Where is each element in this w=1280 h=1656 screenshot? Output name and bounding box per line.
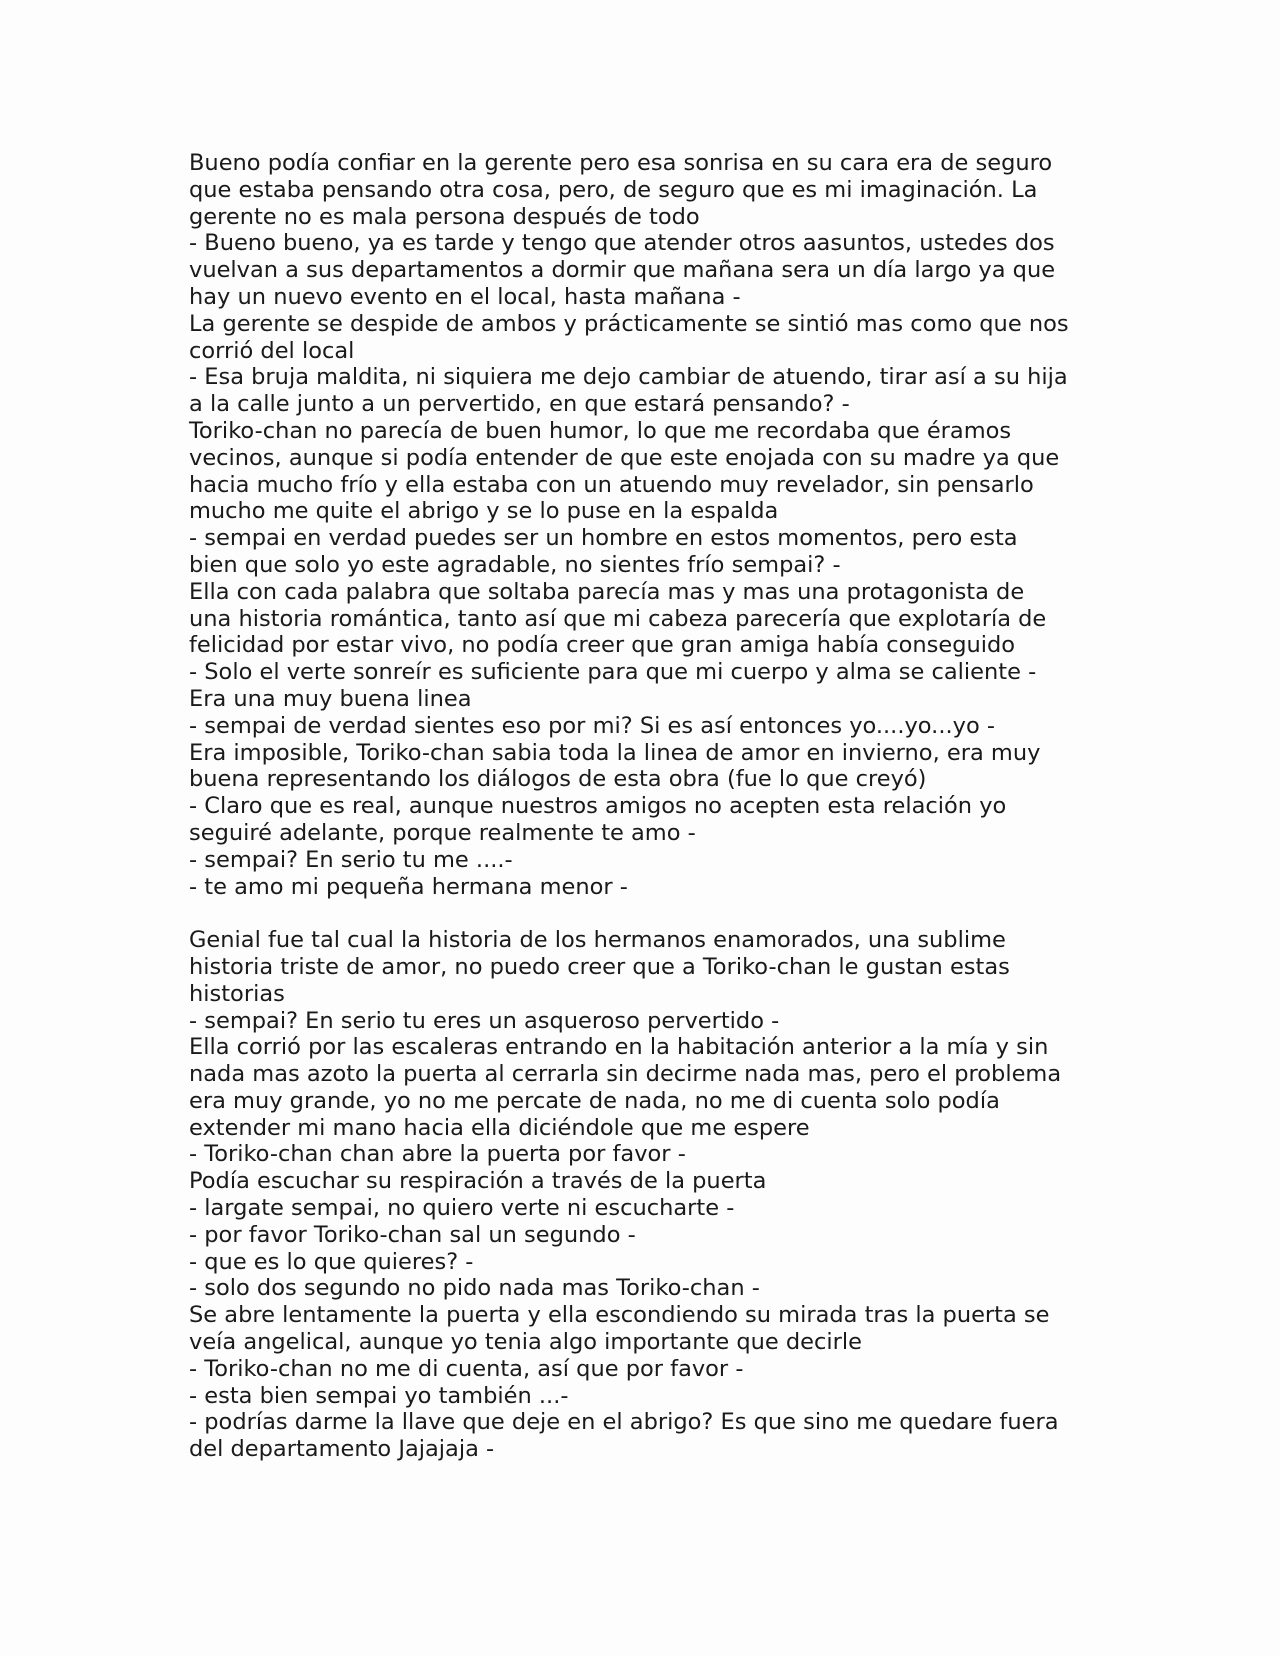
text-line: - largate sempai, no quiero verte ni escucharte - [189, 1195, 735, 1222]
text-line: - solo dos segundo no pido nada mas Toriko-chan - [189, 1275, 760, 1302]
text-line: - Solo el verte sonreír es suficiente para que mi cuerpo y alma se caliente - [189, 659, 1037, 686]
text-line: historias [189, 980, 285, 1007]
text-line: Bueno podía confiar en la gerente pero esa sonrisa en su cara era de seguro [189, 150, 1053, 176]
text-line: - por favor Toriko-chan sal un segundo - [189, 1221, 636, 1248]
text-line: - Toriko-chan no me di cuenta, así que por favor - [189, 1355, 744, 1382]
text-line: - podrías darme la llave que deje en el abrigo? Es que sino me quedare fuera [189, 1409, 1059, 1436]
text-line: una historia romántica, tanto así que mi cabeza parecería que explotaría de [189, 605, 1047, 632]
text-line: La gerente se despide de ambos y prácticamente se sintió mas como que nos [189, 310, 1069, 337]
text-line [189, 900, 1109, 927]
text-line: era muy grande, yo no me percate de nada, no me di cuenta solo podía [189, 1087, 1000, 1114]
text-line: vecinos, aunque si podía entender de que este enojada con su madre ya que [189, 444, 1060, 471]
text-line: veía angelical, aunque yo tenia algo importante que decirle [189, 1329, 862, 1356]
text-line: del departamento Jajajaja - [189, 1436, 495, 1463]
text-line: - Esa bruja maldita, ni siquiera me dejo cambiar de atuendo, tirar así a su hija [189, 364, 1068, 391]
text-line: Ella con cada palabra que soltaba parecía mas y mas una protagonista de [189, 578, 1025, 605]
text-line: que estaba pensando otra cosa, pero, de seguro que es mi imaginación. La [189, 176, 1038, 203]
text-line: Podía escuchar su respiración a través de la puerta [189, 1168, 767, 1195]
text-line: vuelvan a sus departamentos a dormir que mañana sera un día largo ya que [189, 257, 1056, 284]
text-line: - sempai? En serio tu me ....- [189, 846, 513, 873]
text-line: - te amo mi pequeña hermana menor - [189, 873, 628, 900]
text-line: Era imposible, Toriko-chan sabia toda la linea de amor en invierno, era muy [189, 739, 1041, 766]
text-line: - sempai? En serio tu eres un asqueroso pervertido - [189, 1007, 780, 1034]
text-line: seguiré adelante, porque realmente te amo - [189, 819, 696, 846]
text-line: nada mas azoto la puerta al cerrarla sin decirme nada mas, pero el problema [189, 1061, 1062, 1088]
text-line: Era una muy buena linea [189, 685, 472, 712]
text-line: Toriko-chan no parecía de buen humor, lo que me recordaba que éramos [189, 417, 1012, 444]
text-line: felicidad por estar vivo, no podía creer que gran amiga había conseguido [189, 632, 1016, 659]
text-line: hay un nuevo evento en el local, hasta mañana - [189, 283, 741, 310]
text-line: - Bueno bueno, ya es tarde y tengo que atender otros aasuntos, ustedes dos [189, 230, 1055, 257]
text-line: Ella corrió por las escaleras entrando en la habitación anterior a la mía y sin [189, 1034, 1049, 1061]
text-line: gerente no es mala persona después de todo [189, 203, 700, 230]
text-line: - sempai en verdad puedes ser un hombre en estos momentos, pero esta [189, 525, 1018, 552]
text-line: bien que solo yo este agradable, no sientes frío sempai? - [189, 551, 841, 578]
text-line: historia triste de amor, no puedo creer que a Toriko-chan le gustan estas [189, 953, 1010, 980]
text-line: a la calle junto a un pervertido, en que estará pensando? - [189, 391, 850, 418]
text-line: - que es lo que quieres? - [189, 1248, 474, 1275]
text-line: - Claro que es real, aunque nuestros amigos no acepten esta relación yo [189, 793, 1007, 820]
text-line: buena representando los diálogos de esta obra (fue lo que creyó) [189, 766, 927, 793]
text-line: - sempai de verdad sientes eso por mi? Si es así entonces yo....yo...yo - [189, 712, 995, 739]
text-line: corrió del local [189, 337, 355, 364]
text-line: - esta bien sempai yo también ...- [189, 1382, 569, 1409]
text-line: extender mi mano hacia ella diciéndole que me espere [189, 1114, 810, 1141]
text-line: Se abre lentamente la puerta y ella escondiendo su mirada tras la puerta se [189, 1302, 1050, 1329]
text-line: - Toriko-chan chan abre la puerta por favor - [189, 1141, 686, 1168]
text-line: Genial fue tal cual la historia de los hermanos enamorados, una sublime [189, 927, 1006, 954]
document-body-text [189, 150, 1109, 1463]
text-line: hacia mucho frío y ella estaba con un atuendo muy revelador, sin pensarlo [189, 471, 1034, 498]
text-line: mucho me quite el abrigo y se lo puse en la espalda [189, 498, 779, 525]
